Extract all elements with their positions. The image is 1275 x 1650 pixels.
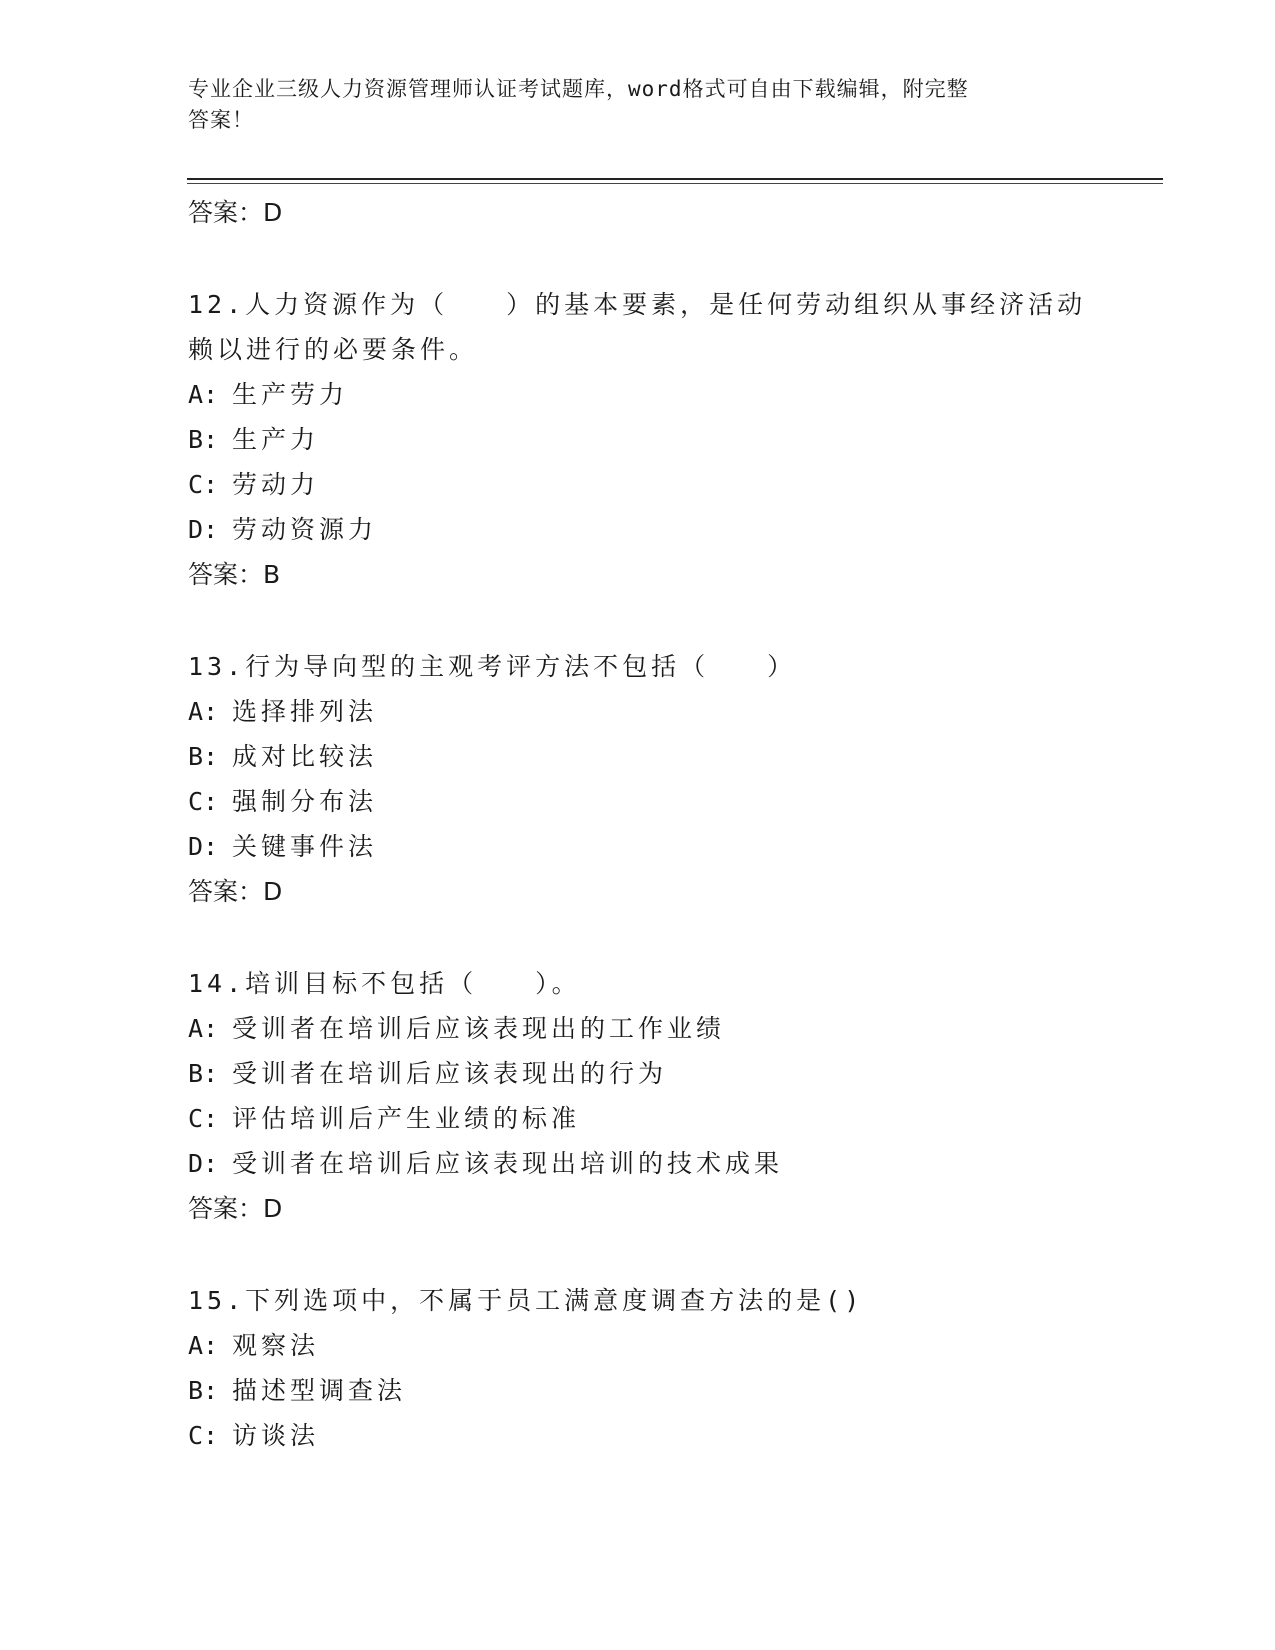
option-d: [188, 1141, 1098, 1186]
option-letter: A:: [188, 380, 219, 409]
header-rule-thin: [187, 183, 1163, 184]
option-letter: B:: [188, 1059, 219, 1088]
option-letter: A:: [188, 697, 219, 726]
option-b: [188, 417, 1098, 462]
option-text: 评估培训后产生业绩的标准: [232, 1104, 581, 1133]
option-c: [188, 462, 1098, 507]
option-a: [188, 689, 1098, 734]
answer-label: 答案：D: [188, 877, 283, 906]
option-letter: D:: [188, 1149, 219, 1178]
option-text: 选择排列法: [232, 697, 378, 726]
option-a: [188, 1323, 1098, 1368]
option-b: [188, 734, 1098, 779]
option-letter: B:: [188, 742, 219, 771]
option-letter: C:: [188, 1421, 219, 1450]
option-text: 生产力: [232, 425, 320, 454]
page-header: [188, 74, 1088, 136]
option-letter: A:: [188, 1331, 219, 1360]
option-text: 描述型调查法: [232, 1376, 407, 1405]
option-c: [188, 1096, 1098, 1141]
option-text: 强制分布法: [232, 787, 378, 816]
answer-label: 答案：D: [188, 198, 283, 227]
question-list: [188, 190, 1098, 1505]
option-d: [188, 507, 1098, 552]
answer-label: 答案：B: [188, 560, 281, 589]
option-letter: C:: [188, 1104, 219, 1133]
header-rule: [187, 178, 1163, 180]
option-text: 访谈法: [232, 1421, 320, 1450]
question-14: [188, 961, 1098, 1231]
option-b: [188, 1051, 1098, 1096]
option-letter: D:: [188, 832, 219, 861]
option-text: 观察法: [232, 1331, 320, 1360]
question-text: 13.行为导向型的主观考评方法不包括（ ）: [188, 652, 797, 681]
question-text: 15.下列选项中，不属于员工满意度调查方法的是(): [188, 1286, 864, 1315]
option-letter: C:: [188, 787, 219, 816]
question-text: 14.培训目标不包括（ ）。: [188, 969, 581, 998]
option-text: 受训者在培训后应该表现出培训的技术成果: [232, 1149, 784, 1178]
option-letter: C:: [188, 470, 219, 499]
option-text: 劳动资源力: [232, 515, 378, 544]
option-letter: D:: [188, 515, 219, 544]
option-letter: A:: [188, 1014, 219, 1043]
option-a: [188, 372, 1098, 417]
option-text: 生产劳力: [232, 380, 349, 409]
option-d: [188, 824, 1098, 869]
answer-label: 答案：D: [188, 1194, 283, 1223]
question-text: 12.人力资源作为（ ）的基本要素，是任何劳动组织从事经济活动赖以进行的必要条件。: [188, 290, 1087, 364]
header-line-2: 答案！: [188, 108, 254, 132]
option-text: 关键事件法: [232, 832, 378, 861]
question-13: [188, 644, 1098, 914]
option-c: [188, 779, 1098, 824]
option-letter: B:: [188, 1376, 219, 1405]
option-text: 受训者在培训后应该表现出的工作业绩: [232, 1014, 726, 1043]
option-c: [188, 1413, 1098, 1458]
option-text: 劳动力: [232, 470, 320, 499]
option-text: 成对比较法: [232, 742, 378, 771]
option-letter: B:: [188, 425, 219, 454]
question-12: [188, 282, 1098, 597]
question-15: [188, 1278, 1098, 1458]
header-line-1: 专业企业三级人力资源管理师认证考试题库，word格式可自由下载编辑，附完整: [188, 77, 969, 101]
option-b: [188, 1368, 1098, 1413]
option-text: 受训者在培训后应该表现出的行为: [232, 1059, 668, 1088]
option-a: [188, 1006, 1098, 1051]
